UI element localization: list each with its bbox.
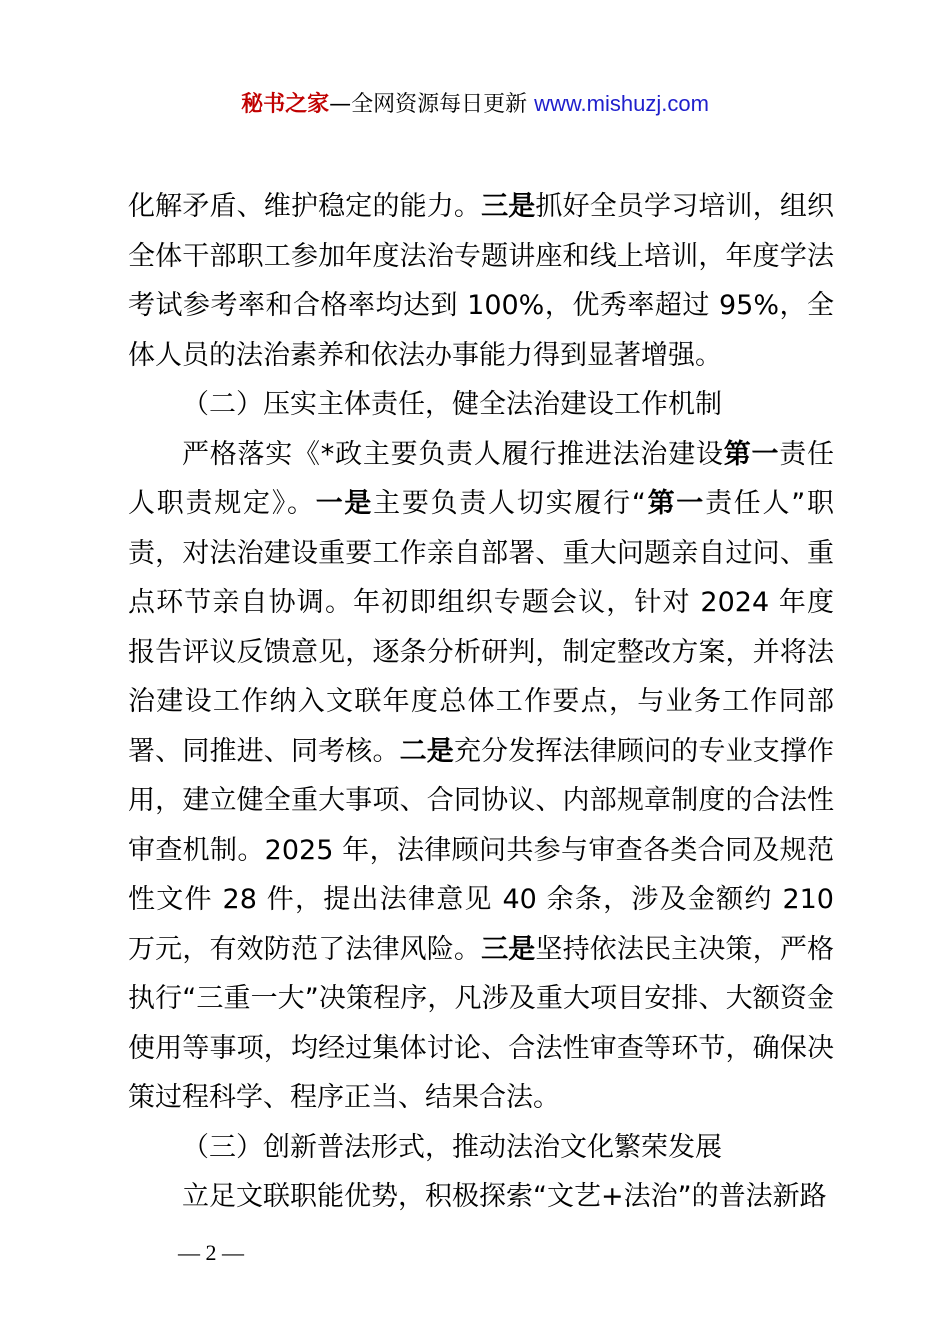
page-number: — 2 — — [178, 1240, 244, 1265]
text-run: 充分发挥法律顾问的专业支撑作用，建立健全重大事项、合同协议、内部规章制度的合法性审查机制。2025 年，法律顾问共参与审查各类合同及规范性文件 28 件，提出法律意见 40 余条，涉及金额约 210 万元，有效防范了法律风险。 — [128, 735, 835, 965]
brand-name: 秘书之家 — [241, 92, 330, 117]
text-run: 化解矛盾、维护稳定的能力。 — [128, 191, 482, 222]
section-heading-2: （二）压实主体责任，健全法治建设工作机制 — [182, 389, 722, 420]
bold-marker: 三是 — [481, 933, 536, 965]
document-body — [128, 182, 834, 1222]
bold-marker: 二是 — [399, 735, 454, 767]
text-run: 严格落实《*政主要负责人履行推进法治建设 — [182, 438, 724, 470]
text-run: 立足文联职能优势，积极探索“文艺+法治”的普法新路 — [182, 1181, 827, 1212]
text-run: 坚持依法民主决策，严格执行“三重一大”决策程序，凡涉及重大项目安排、大额资金使用等事项，均经过集体讨论、合法性审查等环节，确保决策过程科学、程序正当、结果合法。 — [128, 933, 835, 1113]
brand-tagline: —全网资源每日更新 — [329, 92, 528, 117]
text-run: 责任人职责规定》。 — [128, 438, 835, 519]
bold-marker: 第一 — [645, 488, 706, 519]
paragraph-3 — [128, 1172, 834, 1222]
text-run: 主要负责人切实履行“ — [373, 488, 646, 519]
section-heading-3: （三）创新普法形式，推动法治文化繁荣发展 — [182, 1131, 722, 1163]
site-watermark-header — [0, 88, 950, 121]
bold-marker: 第一 — [723, 438, 780, 470]
bold-marker: 一是 — [315, 488, 374, 519]
paragraph-2 — [128, 430, 834, 1123]
site-url: www.mishuzj.com — [534, 91, 709, 116]
text-run: 责任人”职责，对法治建设重要工作亲自部署、重大问题亲自过问、重点环节亲自协调。年初即组织专题会议，针对 2024 年度报告评议反馈意见，逐条分析研判，制定整改方案，并将法治建设工作纳入文联年度总体工作要点，与业务工作同部署、同推进、同考核。 — [128, 488, 835, 767]
text-run: 抓好全员学习培训，组织全体干部职工参加年度法治专题讲座和线上培训，年度学法考试参考率和合格率均达到 100%，优秀率超过 95%，全体人员的法治素养和依法办事能力得到显著增强。 — [128, 191, 835, 371]
paragraph-1 — [128, 182, 834, 380]
bold-marker: 三是 — [481, 191, 536, 222]
